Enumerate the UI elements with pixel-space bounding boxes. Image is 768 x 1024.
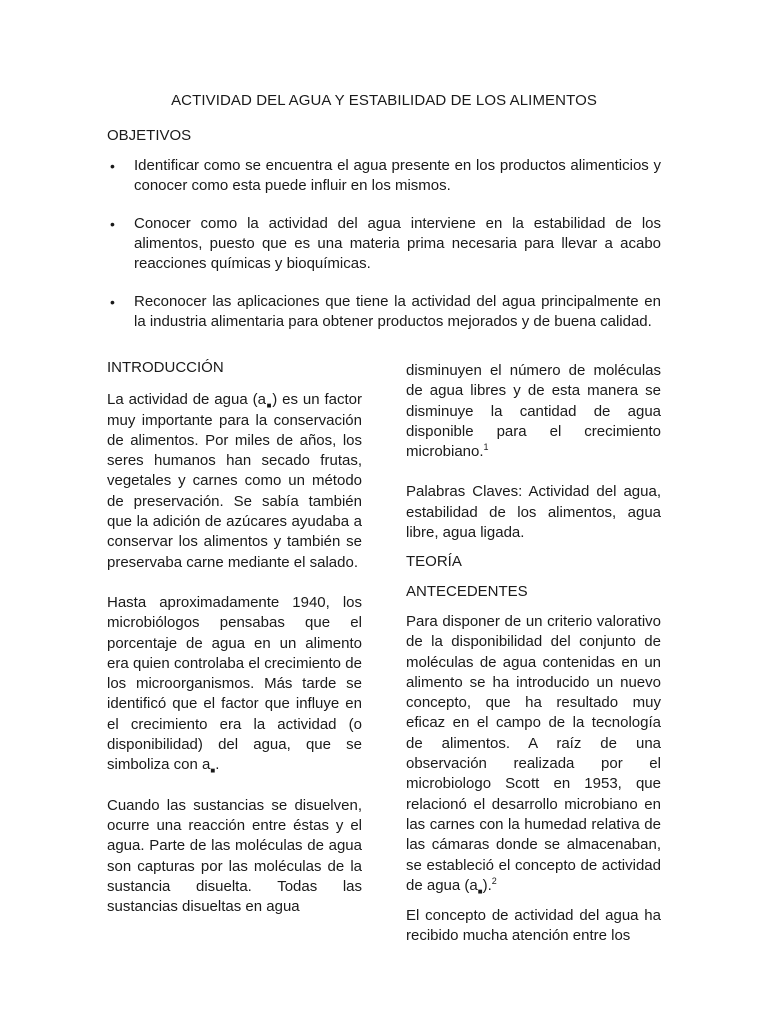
concepto-paragraph: El concepto de actividad del agua ha recibido mucha atención entre los — [406, 907, 661, 945]
intro-paragraph-continued: disminuyen el número de moléculas de agua libres y de esta manera se disminuye la cantidad de agua disponible para el crecimiento microbiano.$^1$ — [406, 362, 661, 461]
introduccion-heading: INTRODUCCIÓN — [107, 359, 224, 376]
intro-paragraph-1: La actividad de agua $(a_■)$ es un factor muy importante para la conservación de alimentos. Por miles de años, los seres humanos han secado frutas, vegetales y carnes como un método de preservación. Se sabía también que la adición de azúcares ayudaba a conservar los alimentos y también se preservaba carne mediante el salado. — [107, 391, 362, 571]
document-title: ACTIVIDAD DEL AGUA Y ESTABILIDAD DE LOS ALIMENTOS — [171, 92, 597, 109]
right-column — [406, 361, 661, 947]
bullet-icon: • — [110, 294, 115, 310]
objective-text: Reconocer las aplicaciones que tiene la actividad del agua principalmente en la industria alimentaria para obtener productos mejorados y de buena calidad. — [134, 293, 661, 330]
intro-paragraph-2: Hasta aproximadamente 1940, los microbiólogos pensabas que el porcentaje de agua en un alimento era quien controlaba el crecimiento de los microorganismos. Más tarde se identificó que el factor que influye en el crecimiento era la actividad (o disponibilidad) del agua, que se simboliza con $a_■$. — [107, 593, 362, 776]
list-item — [107, 156, 661, 196]
objetivos-heading: OBJETIVOS — [107, 127, 192, 144]
objective-text: Identificar como se encuentra el agua presente en los productos alimenticios y conocer como esta puede influir en los mismos. — [134, 157, 661, 194]
bullet-icon: • — [110, 158, 115, 174]
bullet-icon: • — [110, 216, 115, 232]
objectives-list — [107, 156, 661, 350]
list-item — [107, 292, 661, 332]
left-column — [107, 358, 362, 917]
teoria-heading: TEORÍA — [406, 553, 462, 571]
intro-paragraph-3: Cuando las sustancias se disuelven, ocurre una reacción entre éstas y el agua. Parte de las moléculas de agua son capturas por las moléculas de la sustancia disuelta. Todas las sustancias disueltas en agua — [107, 796, 362, 916]
antecedentes-paragraph: Para disponer de un criterio valorativo de la disponibilidad del conjunto de moléculas de agua contenidas en un alimento se ha introducido un nuevo concepto, que ha resultado muy eficaz en el campo de la tecnología de alimentos. A raíz de una observación realizada por el microbiologo Scott en 1953, que relacionó el desarrollo microbiano en las carnes con la humedad relativa de las cámaras donde se almacenaban, se estableció el concepto de actividad de agua $(a_■).^2$ — [406, 612, 661, 896]
antecedentes-heading: ANTECEDENTES — [406, 582, 528, 600]
objective-text: Conocer como la actividad del agua interviene en la estabilidad de los alimentos, puesto que es una materia prima necesaria para llevar a acabo reacciones químicas y bioquímicas. — [134, 215, 661, 272]
list-item — [107, 214, 661, 274]
keywords-paragraph: Palabras Claves: Actividad del agua, estabilidad de los alimentos, agua libre, agua ligada. — [406, 483, 661, 542]
